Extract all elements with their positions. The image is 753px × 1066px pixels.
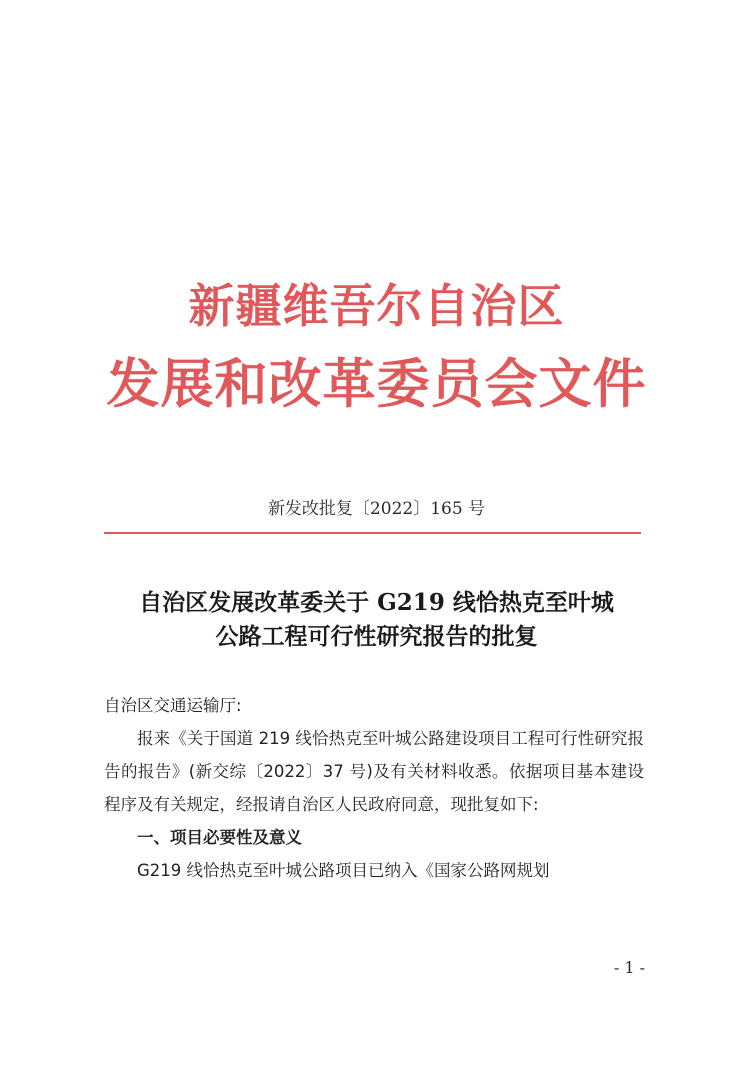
red-separator-line <box>104 532 641 534</box>
title-line-1: 自治区发展改革委关于 G219 线恰热克至叶城 <box>139 589 614 616</box>
page-number: - 1 - <box>613 958 645 977</box>
body-paragraph-2: G219 线恰热克至叶城公路项目已纳入《国家公路网规划 <box>137 861 550 880</box>
document-body <box>104 689 644 887</box>
document-type-heading: 发展和改革委员会文件 <box>106 353 647 415</box>
document-number: 新发改批复〔2022〕165 号 <box>267 499 486 519</box>
issuing-org-name: 新疆维吾尔自治区 <box>188 279 565 333</box>
body-paragraph-1: 报来《关于国道 219 线恰热克至叶城公路建设项目工程可行性研究报告的报告》(新交综〔2022〕37 号)及有关材料收悉。依据项目基本建设程序及有关规定，经报请自治区人民政府同意，现批复如下: <box>104 729 644 814</box>
salutation: 自治区交通运输厅: <box>104 696 242 715</box>
title-line-2: 公路工程可行性研究报告的批复 <box>215 623 538 650</box>
document-title <box>0 586 753 654</box>
section-heading-1: 一、项目必要性及意义 <box>137 828 302 847</box>
